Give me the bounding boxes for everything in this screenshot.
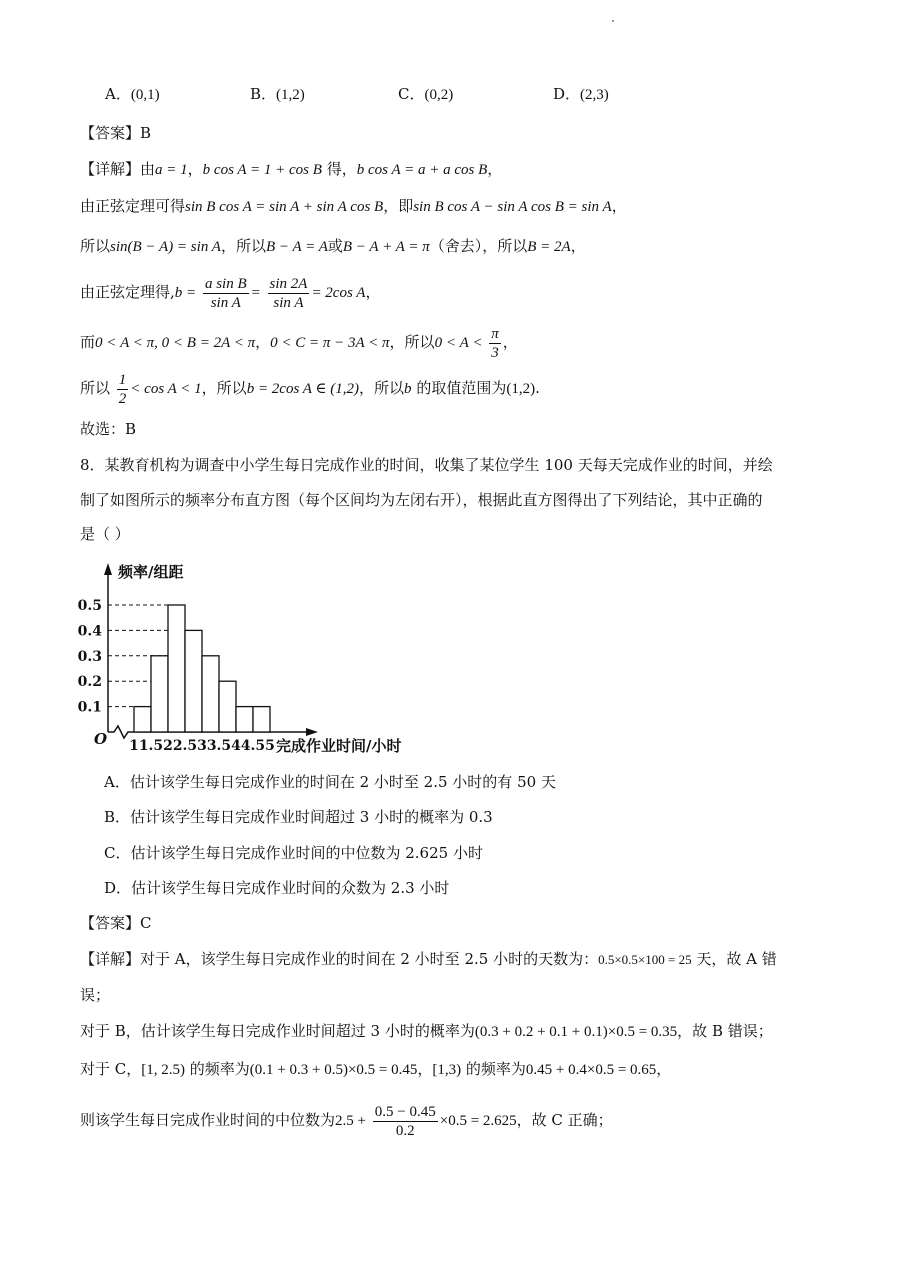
question-8-line-2: 制了如图所示的频率分布直方图（每个区间均为左闭右开），根据此直方图得出了下列结论，其中正确的 [80, 491, 763, 509]
y-tick-label: 0.2 [77, 674, 102, 691]
choice-a: A．估计该学生每日完成作业的时间在 2 小时至 2.5 小时的有 50 天 [104, 773, 556, 791]
x-tick-label: 2.5 [172, 738, 198, 754]
detail-2-line-1: 【详解】对于 A，该学生每日完成作业的时间在 2 小时至 2.5 小时的天数为：0.5×0.5×100 = 25 天，故 A 错 [80, 950, 777, 968]
fraction: $\frac{\sin 2A}{\text{sin A}}$ [269, 275, 308, 311]
y-tick-label: 0.3 [77, 648, 102, 665]
histogram-bar [202, 656, 219, 732]
y-tick-label: 0.5 [77, 598, 102, 614]
origin-label: O [94, 730, 108, 748]
detail-2-line-2: 误； [80, 986, 111, 1004]
x-tick-label: 4 [231, 738, 241, 754]
x-tick-label: 5 [265, 738, 275, 754]
histogram-bar [253, 707, 270, 732]
question-8-line-3: 是（ ） [80, 525, 130, 543]
fraction: $\frac{1}{2}$ [118, 371, 127, 407]
option-a: A．(0,1) [105, 85, 160, 103]
fraction: $\frac{\pi}{3}$ [491, 325, 499, 361]
fraction: $\frac{\text{a sin B}}{\text{sin A}}$ [204, 275, 247, 311]
fraction: $\frac{0.5 - 0.45}{0.2}$ [374, 1103, 436, 1139]
option-b: B．(1,2) [250, 85, 305, 103]
detail-1-line-4: 由正弦定理得,b = $\frac{\text{a sin B}}{\text{sin A}}$ = $\frac{\sin 2A}{\text{sin A}}$ = 2cos A， [80, 275, 381, 311]
detail-1-line-5: 而0 < A < π, 0 < B = 2A < π，0 < C = π − 3A < π，所以0 < A < $\frac{\pi}{3}$ ， [80, 325, 518, 361]
detail-1-line-1: 【详解】由a = 1，b cos A = 1 + cos B 得，b cos A = a + a cos B， [80, 160, 503, 178]
detail-2-line-3: 对于 B，估计该学生每日完成作业时间超过 3 小时的概率为(0.3 + 0.2 + 0.1 + 0.1)×0.5 = 0.35，故 B 错误； [80, 1022, 773, 1040]
option-c: C．(0,2) [398, 85, 454, 103]
histogram-bar [134, 707, 151, 732]
detail-2-line-5: 则该学生每日完成作业时间的中位数为2.5 + $\frac{0.5 - 0.45}{0.2}$ ×0.5 = 2.625，故 C 正确； [80, 1103, 613, 1139]
x-tick-label: 1.5 [138, 738, 164, 754]
option-d: D．(2,3) [553, 85, 609, 103]
detail-1-line-2: 由正弦定理可得sin B cos A = sin A + sin A cos B，即sin B cos A − sin A cos B = sin A， [80, 197, 627, 215]
y-axis-label: 频率/组距 [118, 563, 184, 581]
detail-1-line-3: 所以sin(B − A) = sin A，所以B − A = A或B − A + A = π（舍去），所以B = 2A， [80, 237, 586, 255]
x-axis-label: 完成作业时间/小时 [276, 737, 402, 755]
x-tick-label: 4.5 [240, 738, 266, 754]
choice-b: B．估计该学生每日完成作业时间超过 3 小时的概率为 0.3 [104, 808, 493, 826]
y-axis-arrow [104, 563, 112, 575]
question-8-line-1: 8．某教育机构为调查中小学生每日完成作业的时间，收集了某位学生 100 天每天完成作业的时间，并绘 [80, 456, 773, 474]
y-tick-label: 0.1 [77, 699, 102, 716]
histogram-bar [151, 656, 168, 732]
answer-2: 【答案】C [80, 914, 152, 932]
answer-1: 【答案】B [80, 124, 152, 142]
x-axis-arrow [306, 728, 318, 736]
x-tick-label: 3.5 [206, 738, 232, 754]
x-tick-label: 2 [163, 738, 173, 754]
histogram-bar [185, 630, 202, 732]
detail-1-line-6: 所以 $\frac{1}{2}$ < cos A < 1，所以b = 2cos A ∈ (1,2)，所以b 的取值范围为(1,2). [80, 371, 540, 407]
histogram-bar [236, 707, 253, 732]
choice-d: D．估计该学生每日完成作业时间的众数为 2.3 小时 [104, 879, 450, 897]
detail-2-line-4: 对于 C，[1, 2.5) 的频率为(0.1 + 0.3 + 0.5)×0.5 = 0.45，[1,3) 的频率为0.45 + 0.4×0.5 = 0.65， [80, 1060, 672, 1078]
choice-c: C．估计该学生每日完成作业时间的中位数为 2.625 小时 [104, 844, 483, 862]
x-tick-label: 1 [129, 738, 139, 754]
y-tick-label: 0.4 [77, 623, 102, 640]
histogram-chart [70, 555, 450, 760]
histogram-bar [168, 605, 185, 732]
x-tick-label: 3 [197, 738, 207, 754]
scan-dot [612, 20, 614, 22]
choose-1: 故选：B [80, 420, 137, 438]
histogram-bar [219, 681, 236, 732]
